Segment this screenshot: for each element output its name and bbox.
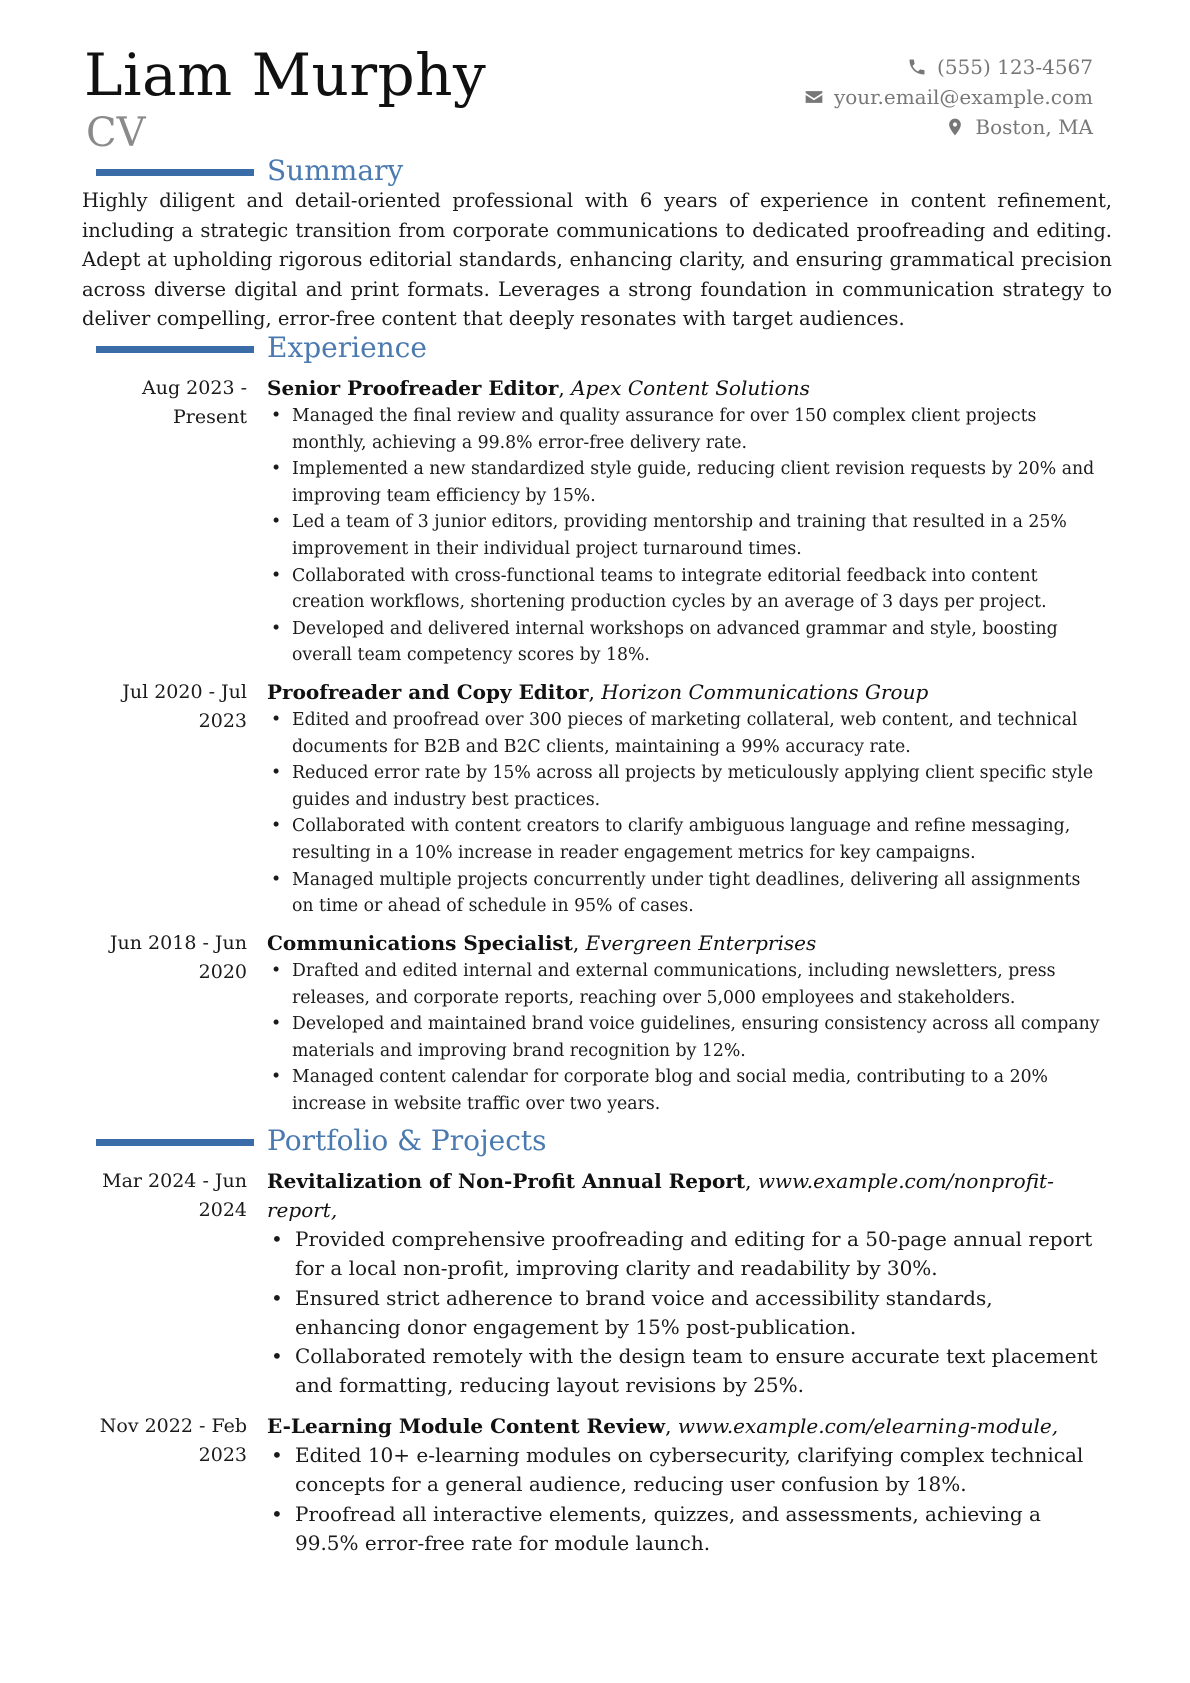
- bullet-item: • Developed and maintained brand voice guidelines, ensuring consistency across all company materials and improving brand recognition by 12%.: [267, 1011, 1104, 1064]
- location-text: Boston, MA: [975, 115, 1093, 139]
- summary-title: Summary: [267, 154, 404, 187]
- entry-role: Senior Proofreader Editor: [267, 376, 559, 400]
- contact-location: [804, 112, 1093, 142]
- section-accent-bar: [96, 169, 254, 176]
- bullet-item: • Edited and proofread over 300 pieces of marketing collateral, web content, and technical documents for B2B and B2C clients, maintaining a 99% accuracy rate.: [267, 707, 1104, 760]
- date-start: Mar 2024 - Jun: [102, 1170, 247, 1192]
- entry-org: Apex Content Solutions: [571, 376, 810, 400]
- bullet-item: • Managed the final review and quality assurance for over 150 complex client projects monthly, achieving a 99.8% error-free delivery rate.: [267, 403, 1104, 456]
- entry-body: [267, 374, 1104, 669]
- entry-body: [267, 678, 1104, 920]
- bullet-item: • Led a team of 3 junior editors, providing mentorship and training that resulted in a 25% improvement in their individual project turnaround times.: [267, 509, 1104, 562]
- bullet-item: • Developed and delivered internal workshops on advanced grammar and style, boosting overall team competency scores by 18%.: [267, 616, 1104, 669]
- bullet-item: • Proofread all interactive elements, quizzes, and assessments, achieving a 99.5% error-free rate for module launch.: [267, 1500, 1104, 1559]
- entry-title: E-Learning Module Content Review, www.example.com/elearning-module,: [267, 1414, 1059, 1438]
- project-link[interactable]: www.example.com/elearning-module,: [677, 1414, 1059, 1438]
- email-text: your.email@example.com: [833, 85, 1093, 109]
- bullet-item: • Implemented a new standardized style guide, reducing client revision requests by 20% and improving team efficiency by 15%.: [267, 456, 1104, 509]
- entry-role: E-Learning Module Content Review: [267, 1414, 666, 1438]
- entry-role: Communications Specialist: [267, 931, 573, 955]
- bullet-item: • Drafted and edited internal and external communications, including newsletters, press releases, and corporate reports, reaching over 5,000 employees and stakeholders.: [267, 958, 1104, 1011]
- entry-date: [82, 929, 247, 987]
- summary-text: Highly diligent and detail-oriented professional with 6 years of experience in content refinement, including a strategic transition from corporate communications to dedicated proofreading and editing. Adept at upholding rigorous editorial standards, enhancing clarity, and ensuring grammatical precision across diverse digital and print formats. Leverages a strong foundation in communication strategy to deliver compelling, error-free content that deeply resonates with target audiences.: [82, 189, 1112, 330]
- candidate-name: Liam Murphy: [84, 41, 487, 109]
- entry-org: Evergreen Enterprises: [585, 931, 817, 955]
- document-subtitle: CV: [86, 110, 146, 156]
- contact-phone[interactable]: [804, 52, 1093, 82]
- project-link[interactable]: www.example.com/nonprofit-report,: [267, 1169, 1054, 1222]
- date-start: Nov 2022 - Feb: [99, 1415, 247, 1437]
- entry-body: [267, 929, 1104, 1118]
- bullet-item: • Collaborated remotely with the design team to ensure accurate text placement and formatting, reducing layout revisions by 25%.: [267, 1342, 1104, 1401]
- bullet-item: • Edited 10+ e-learning modules on cybersecurity, clarifying complex technical concepts for a general audience, reducing user confusion by 18%.: [267, 1441, 1104, 1500]
- bullet-item: • Provided comprehensive proofreading and editing for a 50-page annual report for a local non-profit, improving clarity and readability by 30%.: [267, 1225, 1104, 1284]
- entry-role: Proofreader and Copy Editor: [267, 680, 589, 704]
- entry-title: Senior Proofreader Editor, Apex Content Solutions: [267, 376, 810, 400]
- entry-role: Revitalization of Non-Profit Annual Report: [267, 1169, 746, 1193]
- section-accent-bar: [96, 1139, 254, 1146]
- projects-heading: [0, 1125, 1190, 1165]
- entry-date: [82, 374, 247, 432]
- contact-email[interactable]: [804, 82, 1093, 112]
- entry-body: [267, 1412, 1104, 1558]
- entry-date: [82, 678, 247, 736]
- phone-icon: [907, 57, 927, 77]
- entry-title: Communications Specialist, Evergreen Enterprises: [267, 931, 817, 955]
- entry-title: Proofreader and Copy Editor, Horizon Communications Group: [267, 680, 929, 704]
- map-marker-icon: [945, 117, 965, 137]
- entry-bullets: [267, 1225, 1104, 1401]
- entry-bullets: [267, 403, 1104, 669]
- bullet-item: • Collaborated with cross-functional teams to integrate editorial feedback into content creation workflows, shortening production cycles by an average of 3 days per project.: [267, 563, 1104, 616]
- date-start: Jul 2020 - Jul: [122, 681, 247, 703]
- entry-date: [82, 1412, 247, 1470]
- phone-text: (555) 123-4567: [937, 55, 1093, 79]
- date-end: Present: [173, 406, 247, 428]
- entry-title: Revitalization of Non-Profit Annual Report, www.example.com/nonprofit-report,: [267, 1169, 1054, 1222]
- bullet-item: • Managed content calendar for corporate blog and social media, contributing to a 20% increase in website traffic over two years.: [267, 1064, 1104, 1117]
- bullet-item: • Collaborated with content creators to clarify ambiguous language and refine messaging, resulting in a 10% increase in reader engagement metrics for key campaigns.: [267, 813, 1104, 866]
- section-accent-bar: [96, 346, 254, 353]
- entry-bullets: [267, 1441, 1104, 1558]
- bullet-item: • Reduced error rate by 15% across all projects by meticulously applying client specific style guides and industry best practices.: [267, 760, 1104, 813]
- contact-block: [804, 52, 1093, 142]
- date-end: 2024: [198, 1199, 247, 1221]
- envelope-icon: [804, 87, 824, 107]
- projects-title: Portfolio & Projects: [267, 1124, 547, 1157]
- entry-org: Horizon Communications Group: [601, 680, 929, 704]
- date-start: Jun 2018 - Jun: [109, 932, 247, 954]
- date-end: 2020: [198, 961, 247, 983]
- bullet-item: • Managed multiple projects concurrently under tight deadlines, delivering all assignments on time or ahead of schedule in 95% of cases.: [267, 867, 1104, 920]
- entry-bullets: [267, 707, 1104, 920]
- entry-bullets: [267, 958, 1104, 1118]
- experience-title: Experience: [267, 331, 427, 364]
- date-start: Aug 2023 -: [142, 377, 247, 399]
- entry-body: [267, 1167, 1104, 1401]
- date-end: 2023: [198, 1444, 247, 1466]
- bullet-item: • Ensured strict adherence to brand voice and accessibility standards, enhancing donor engagement by 15% post-publication.: [267, 1284, 1104, 1343]
- entry-date: [82, 1167, 247, 1225]
- experience-heading: [0, 332, 1190, 372]
- date-end: 2023: [198, 710, 247, 732]
